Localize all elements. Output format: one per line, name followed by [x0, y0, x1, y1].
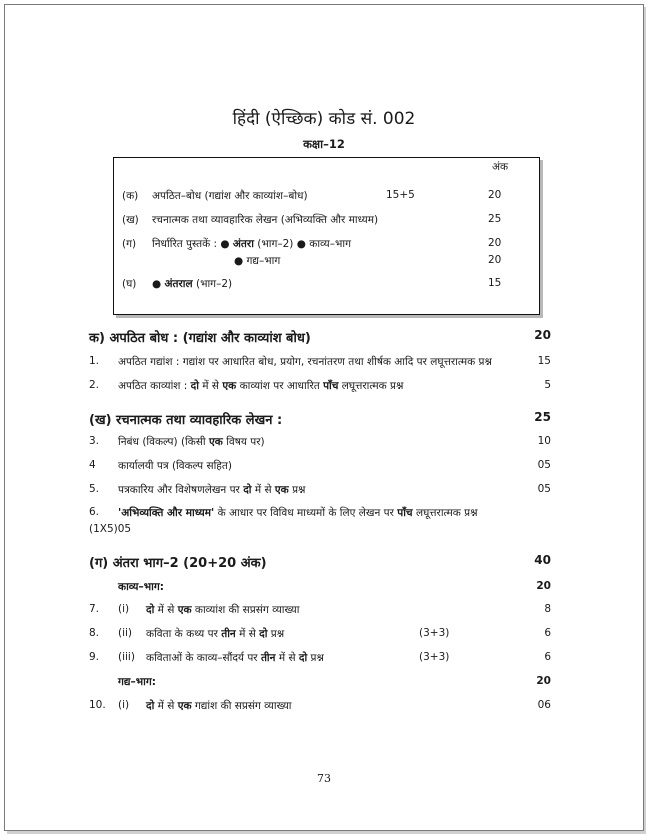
item-roman: (i)	[118, 603, 130, 615]
item-text: कविता के कथ्य पर तीन में से दो प्रश्न	[146, 628, 285, 640]
summary-book-antaral: अंतराल	[164, 278, 193, 290]
item-text: अपठित गद्यांश : गद्यांश पर आधारित बोध, प्रयोग, रचनांतरण तथा शीर्षक आदि पर लघूत्तरात्मक प्रश्न	[118, 356, 492, 368]
section-marks-ga: 40	[534, 553, 551, 567]
summary-split-ka: 15+5	[386, 189, 415, 201]
item-marks: 10	[537, 435, 551, 447]
item-roman: (ii)	[118, 627, 133, 639]
section-marks-ka: 20	[534, 328, 551, 342]
item-number: 1.	[89, 355, 100, 367]
summary-text-ga: निर्धारित पुस्तकें :	[152, 238, 218, 250]
item-number: 8.	[89, 627, 100, 639]
bullet-icon: ●	[296, 238, 310, 250]
section-heading-ka: क) अपठित बोध : (गद्यांश और काव्यांश बोध)	[89, 331, 311, 346]
item-text: कविताओं के काव्य–सौंदर्य पर तीन में से दो प्रश्न	[146, 652, 324, 664]
item-split: (3+3)	[419, 627, 450, 639]
summary-label-ga: (ग)	[122, 238, 137, 250]
item-marks: 05	[537, 483, 551, 495]
marks-summary-box	[113, 157, 540, 315]
item-text: पत्रकारिय और विशेषणलेखन पर दो में से एक प्रश्न	[118, 484, 306, 496]
item-text: कार्यालयी पत्र (विकल्प सहित)	[118, 460, 232, 472]
summary-text-ka: अपठित–बोध (गद्यांश और काव्यांश–बोध)	[152, 190, 308, 202]
item-text: 'अभिव्यक्ति और माध्यम' के आधार पर विविध माध्यमों के लिए लेखन पर पाँच लघूत्तरात्मक प्रश्न	[118, 507, 478, 519]
subsection-gadya-marks: 20	[536, 675, 551, 687]
document-page	[4, 4, 644, 831]
item-marks: (1X5)05	[89, 523, 132, 535]
marks-header: अंक	[492, 161, 509, 173]
item-text: दो में से एक गद्यांश की सप्रसंग व्याख्या	[146, 700, 292, 712]
item-number: 3.	[89, 435, 100, 447]
summary-sub-kavya: काव्य–भाग	[309, 238, 351, 250]
item-number: 4	[89, 459, 96, 471]
item-marks: 6	[544, 627, 551, 639]
subsection-kavya: काव्य–भाग:	[118, 581, 164, 593]
item-marks: 6	[544, 651, 551, 663]
section-heading-ga: (ग) अंतरा भाग–2 (20+20 अंक)	[89, 556, 267, 571]
summary-book-antara: अंतरा	[232, 238, 254, 250]
summary-text-kha: रचनात्मक तथा व्यावहारिक लेखन (अभिव्यक्ति और माध्यम)	[152, 214, 379, 226]
class-label: कक्षा–12	[303, 137, 345, 151]
summary-row-ga	[152, 237, 351, 251]
item-marks: 8	[544, 603, 551, 615]
item-marks: 15	[537, 355, 551, 367]
bullet-icon: ●	[234, 255, 247, 267]
item-text: अपठित काव्यांश : दो में से एक काव्यांश पर आधारित पाँच लघूत्तरात्मक प्रश्न	[118, 380, 404, 392]
item-marks: 5	[544, 379, 551, 391]
summary-label-ka: (क)	[122, 190, 139, 202]
item-text: दो में से एक काव्यांश की सप्रसंग व्याख्या	[146, 604, 300, 616]
item-split: (3+3)	[419, 651, 450, 663]
summary-marks-gha: 15	[488, 277, 502, 289]
summary-label-kha: (ख)	[122, 214, 139, 226]
item-marks: 06	[537, 699, 551, 711]
item-number: 7.	[89, 603, 100, 615]
summary-marks-ka: 20	[488, 189, 502, 201]
page-title: हिंदी (ऐच्छिक) कोड सं. 002	[232, 109, 416, 129]
item-roman: (iii)	[118, 651, 135, 663]
page-number: 73	[317, 772, 331, 785]
item-number: 10.	[89, 699, 106, 711]
item-number: 2.	[89, 379, 100, 391]
summary-row-ga-2	[234, 254, 280, 268]
bullet-icon: ●	[220, 238, 233, 250]
summary-sub-gadya: गद्य–भाग	[246, 255, 281, 267]
item-number: 6.	[89, 506, 100, 518]
item-text: निबंध (विकल्प) (किसी एक विषय पर)	[118, 436, 265, 448]
summary-marks-kha: 25	[488, 213, 502, 225]
item-number: 9.	[89, 651, 100, 663]
summary-book-part-gha: (भाग–2)	[195, 278, 233, 290]
summary-marks-ga-2: 20	[488, 254, 502, 266]
subsection-gadya: गद्य–भाग:	[118, 676, 156, 688]
subsection-kavya-marks: 20	[536, 580, 551, 592]
item-marks: 05	[537, 459, 551, 471]
summary-book-part: (भाग–2)	[257, 238, 294, 250]
item-roman: (i)	[118, 699, 130, 711]
section-marks-kha: 25	[534, 410, 551, 424]
summary-marks-ga: 20	[488, 237, 502, 249]
item-number: 5.	[89, 483, 100, 495]
summary-label-gha: (घ)	[122, 278, 137, 290]
summary-row-gha	[152, 277, 232, 291]
bullet-icon: ●	[152, 278, 165, 290]
section-heading-kha: (ख) रचनात्मक तथा व्यावहारिक लेखन :	[89, 413, 283, 428]
